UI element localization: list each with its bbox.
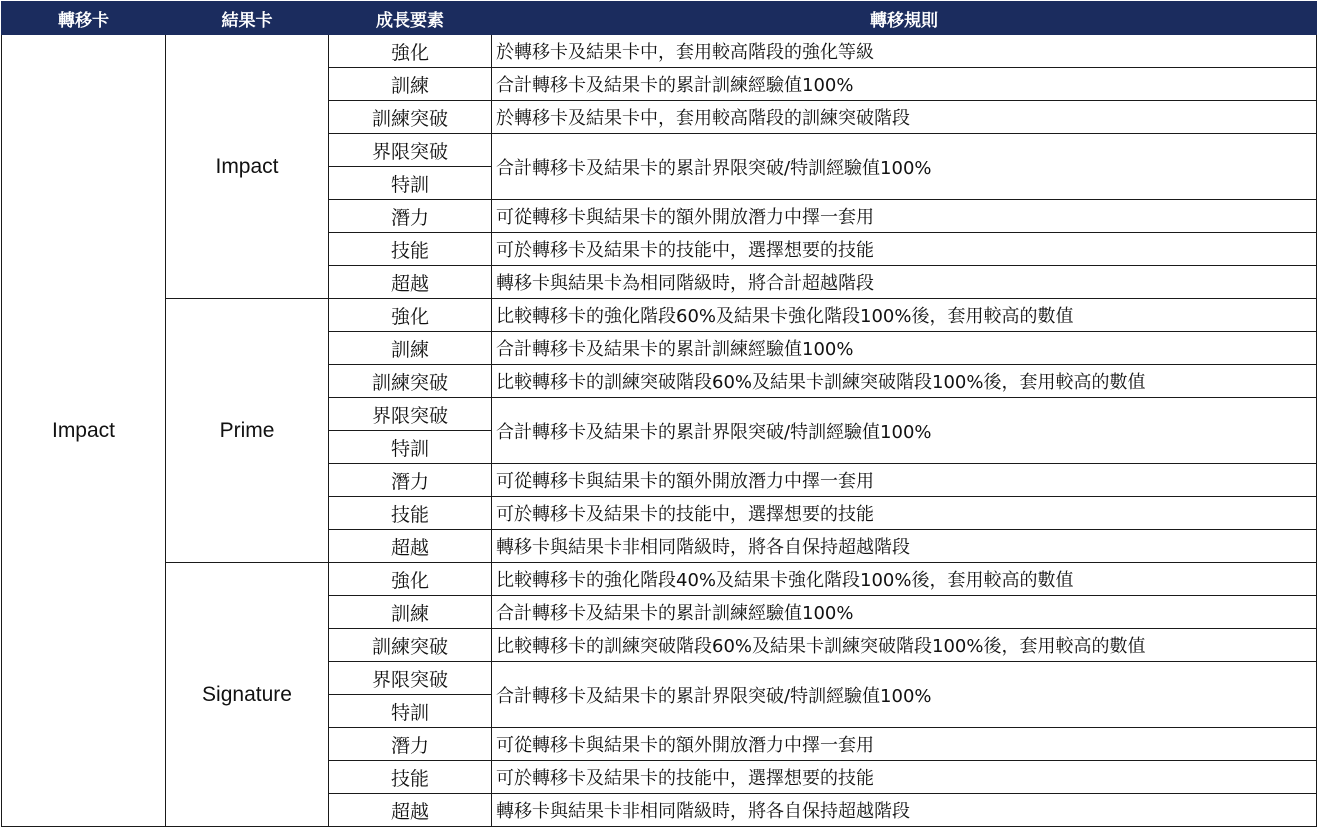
header-row <box>2 2 1317 35</box>
transfer-rule-cell: 可從轉移卡與結果卡的額外開放潛力中擇一套用 <box>492 200 1317 233</box>
growth-element-cell: 強化 <box>329 563 492 596</box>
transfer-rule-cell: 合計轉移卡及結果卡的累計界限突破/特訓經驗值100% <box>492 134 1317 200</box>
transfer-rule-cell: 合計轉移卡及結果卡的累計界限突破/特訓經驗值100% <box>492 398 1317 464</box>
result-card-cell: Impact <box>166 35 329 299</box>
transfer-rule-cell: 可於轉移卡及結果卡的技能中，選擇想要的技能 <box>492 497 1317 530</box>
growth-element-cell: 特訓 <box>329 167 492 200</box>
growth-element-cell: 訓練 <box>329 596 492 629</box>
growth-element-cell: 潛力 <box>329 200 492 233</box>
transfer-rule-cell: 於轉移卡及結果卡中，套用較高階段的強化等級 <box>492 35 1317 68</box>
growth-element-cell: 技能 <box>329 233 492 266</box>
transfer-rule-cell: 轉移卡與結果卡為相同階級時，將合計超越階段 <box>492 266 1317 299</box>
table-row <box>2 563 1317 596</box>
growth-element-cell: 訓練突破 <box>329 365 492 398</box>
growth-element-cell: 訓練突破 <box>329 101 492 134</box>
header-result-card: 結果卡 <box>166 2 329 35</box>
transfer-rule-cell: 合計轉移卡及結果卡的累計訓練經驗值100% <box>492 68 1317 101</box>
growth-element-cell: 訓練突破 <box>329 629 492 662</box>
transfer-rule-cell: 比較轉移卡的強化階段40%及結果卡強化階段100%後，套用較高的數值 <box>492 563 1317 596</box>
growth-element-cell: 技能 <box>329 497 492 530</box>
result-card-cell: Prime <box>166 299 329 563</box>
transfer-rule-cell: 可於轉移卡及結果卡的技能中，選擇想要的技能 <box>492 233 1317 266</box>
growth-element-cell: 技能 <box>329 761 492 794</box>
growth-element-cell: 潛力 <box>329 728 492 761</box>
transfer-rule-cell: 於轉移卡及結果卡中，套用較高階段的訓練突破階段 <box>492 101 1317 134</box>
growth-element-cell: 界限突破 <box>329 398 492 431</box>
header-growth-element: 成長要素 <box>329 2 492 35</box>
header-transfer-rule: 轉移規則 <box>492 2 1317 35</box>
transfer-rule-cell: 合計轉移卡及結果卡的累計訓練經驗值100% <box>492 332 1317 365</box>
growth-element-cell: 特訓 <box>329 431 492 464</box>
table-row <box>2 35 1317 68</box>
growth-element-cell: 超越 <box>329 794 492 827</box>
growth-element-cell: 強化 <box>329 35 492 68</box>
transfer-rule-cell: 可從轉移卡與結果卡的額外開放潛力中擇一套用 <box>492 728 1317 761</box>
transfer-rules-table <box>1 1 1317 827</box>
growth-element-cell: 訓練 <box>329 68 492 101</box>
header-transfer-card: 轉移卡 <box>2 2 166 35</box>
growth-element-cell: 超越 <box>329 530 492 563</box>
transfer-rule-cell: 轉移卡與結果卡非相同階級時，將各自保持超越階段 <box>492 530 1317 563</box>
result-card-cell: Signature <box>166 563 329 827</box>
transfer-rule-cell: 比較轉移卡的訓練突破階段60%及結果卡訓練突破階段100%後，套用較高的數值 <box>492 365 1317 398</box>
growth-element-cell: 強化 <box>329 299 492 332</box>
growth-element-cell: 超越 <box>329 266 492 299</box>
transfer-rule-cell: 可於轉移卡及結果卡的技能中，選擇想要的技能 <box>492 761 1317 794</box>
transfer-rule-cell: 比較轉移卡的訓練突破階段60%及結果卡訓練突破階段100%後，套用較高的數值 <box>492 629 1317 662</box>
growth-element-cell: 訓練 <box>329 332 492 365</box>
table-row <box>2 299 1317 332</box>
transfer-rule-cell: 合計轉移卡及結果卡的累計訓練經驗值100% <box>492 596 1317 629</box>
transfer-card-cell: Impact <box>2 35 166 827</box>
transfer-rule-cell: 轉移卡與結果卡非相同階級時，將各自保持超越階段 <box>492 794 1317 827</box>
growth-element-cell: 潛力 <box>329 464 492 497</box>
growth-element-cell: 界限突破 <box>329 662 492 695</box>
growth-element-cell: 特訓 <box>329 695 492 728</box>
transfer-rule-cell: 合計轉移卡及結果卡的累計界限突破/特訓經驗值100% <box>492 662 1317 728</box>
transfer-rule-cell: 比較轉移卡的強化階段60%及結果卡強化階段100%後，套用較高的數值 <box>492 299 1317 332</box>
growth-element-cell: 界限突破 <box>329 134 492 167</box>
transfer-rule-cell: 可從轉移卡與結果卡的額外開放潛力中擇一套用 <box>492 464 1317 497</box>
